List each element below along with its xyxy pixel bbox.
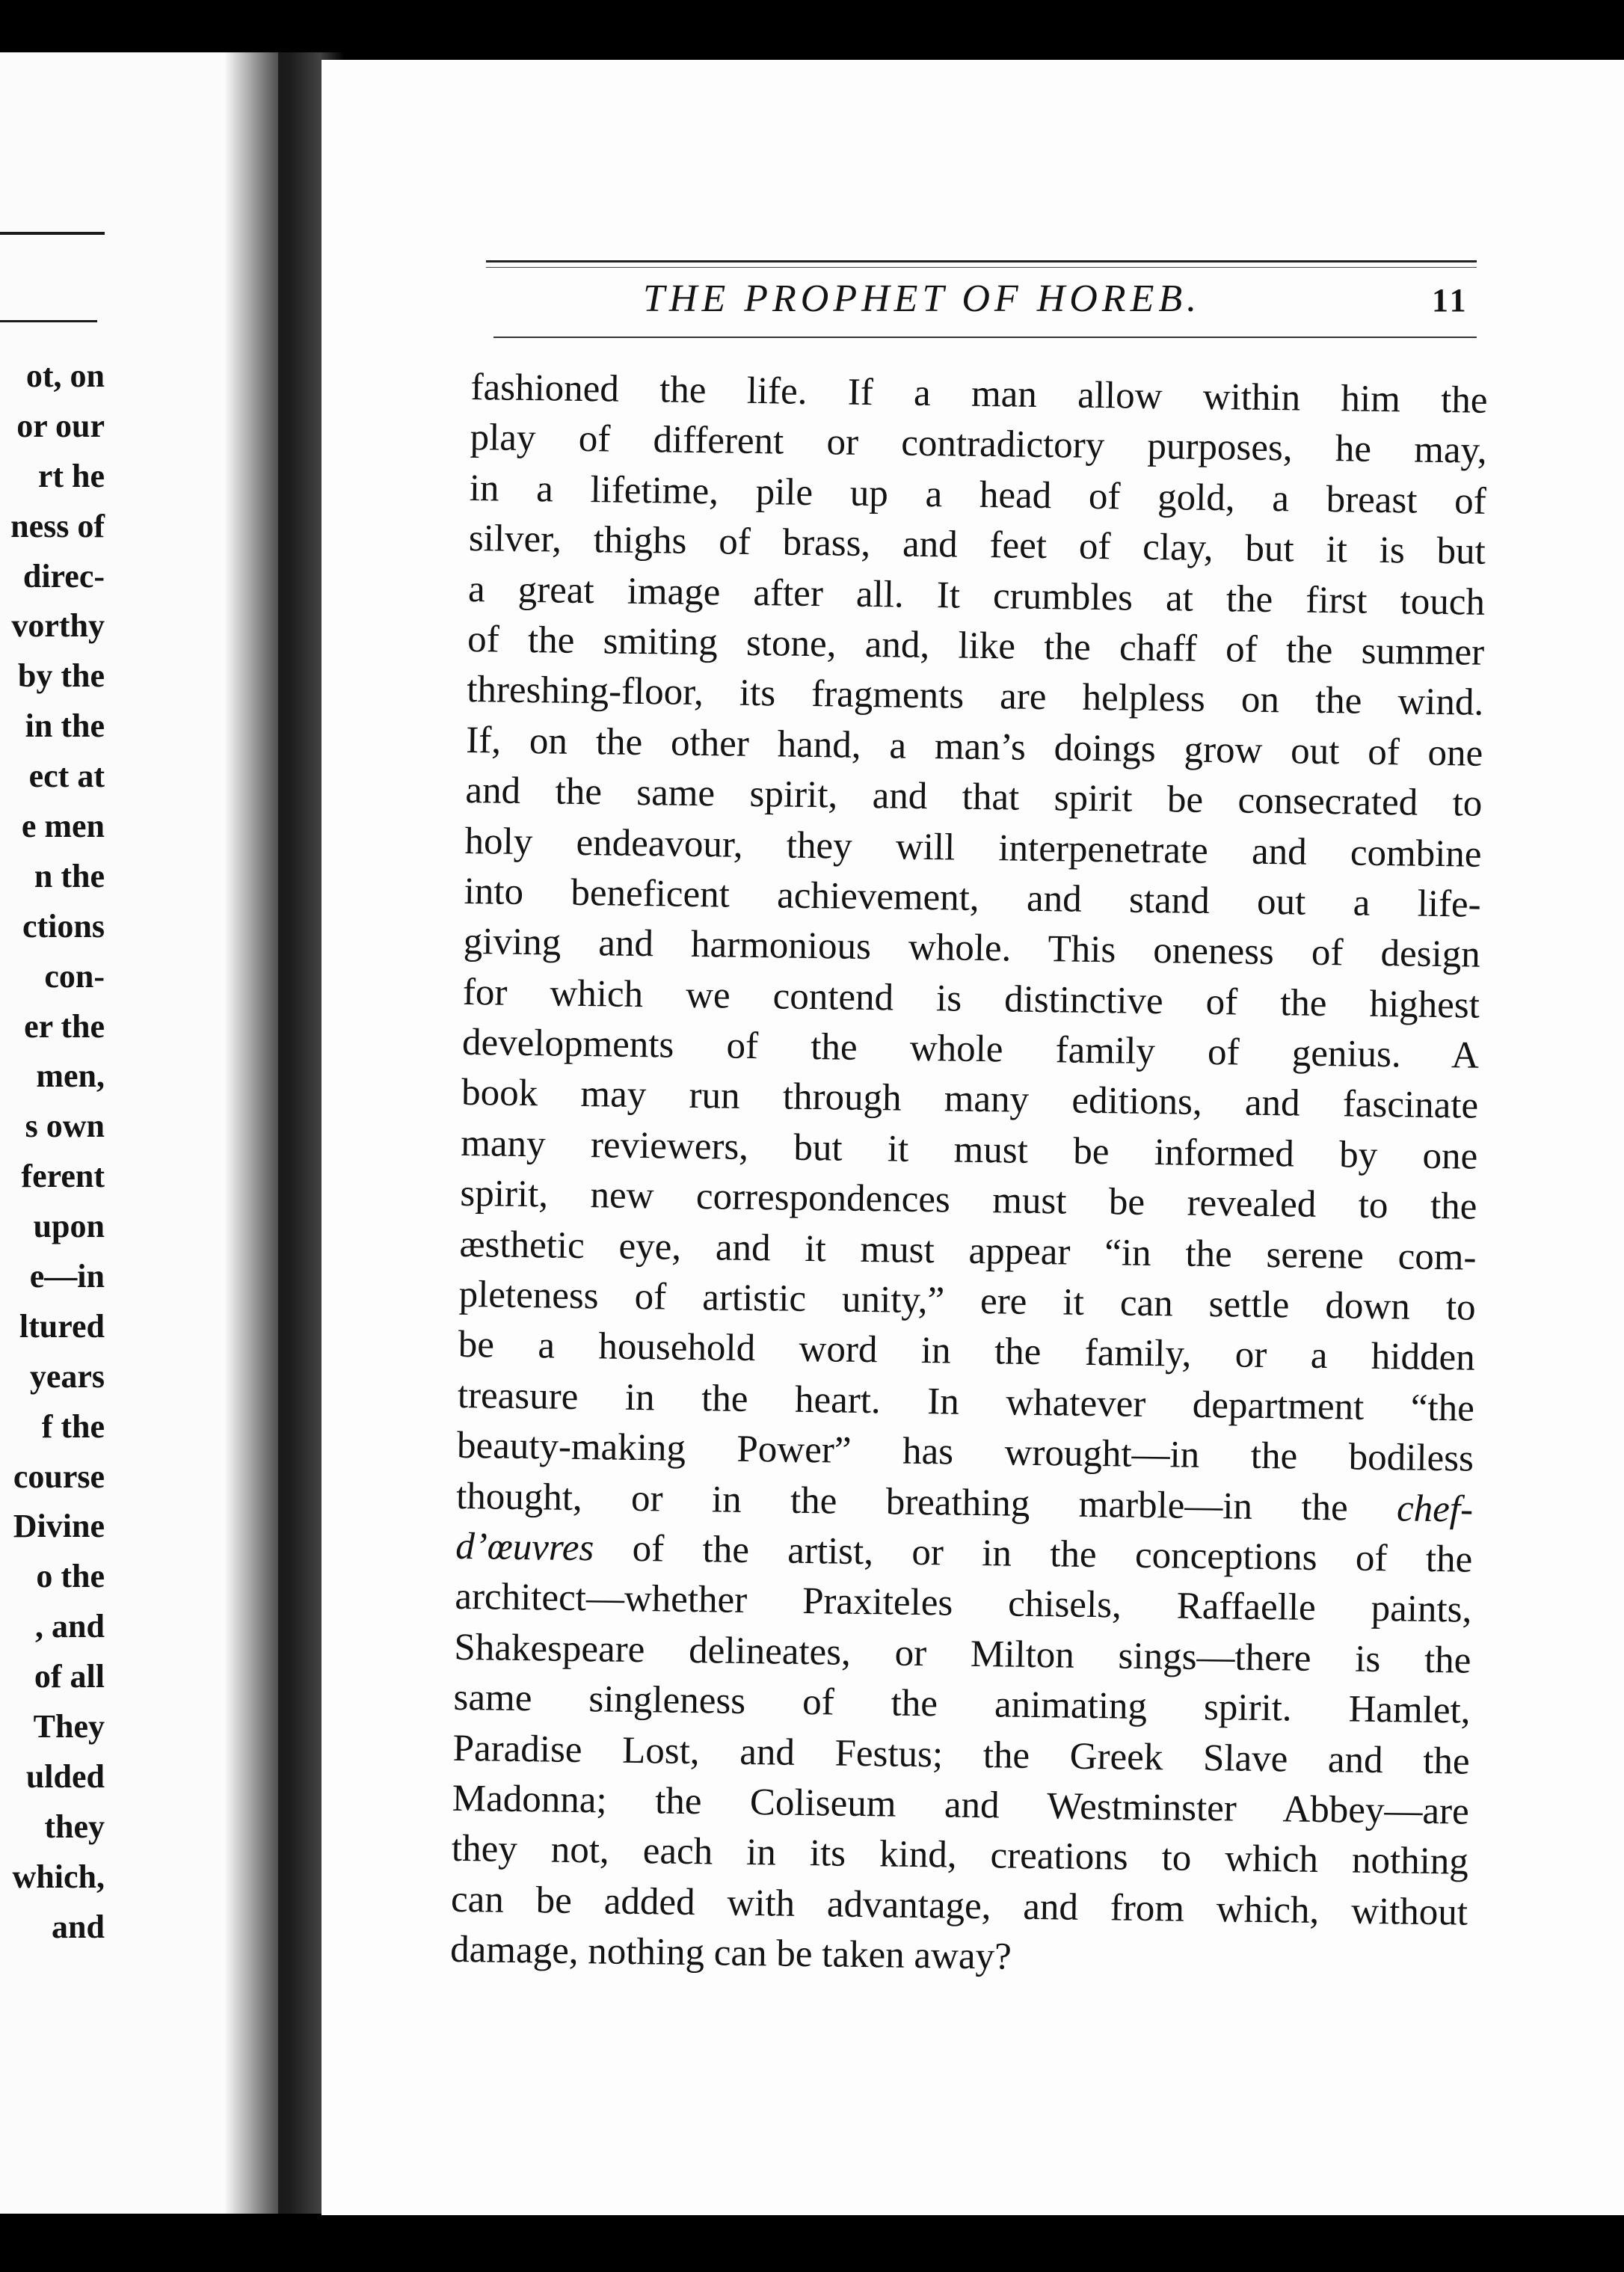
body-line: holy endeavour, they will interpenetrate and combine <box>464 820 1482 876</box>
left-page-line-fragment: which, <box>12 1858 105 1895</box>
left-page-line-fragment: e men <box>21 808 105 845</box>
body-line: treasure in the heart. In whatever department “the <box>457 1374 1475 1430</box>
left-page-line-fragment: ot, on <box>25 357 105 394</box>
body-line: Shakespeare delineates, or Milton sings—there is the <box>454 1626 1471 1682</box>
body-line: silver, thighs of brass, and feet of clay, but it is but <box>468 518 1486 573</box>
left-page-line-fragment: They <box>33 1708 105 1746</box>
body-line: for which we contend is distinctive of the highest <box>462 971 1480 1027</box>
left-page-line-fragment: , and <box>35 1608 105 1645</box>
page-number: 11 <box>1432 282 1469 319</box>
body-line: spirit, new correspondences must be revealed to the <box>460 1173 1477 1228</box>
body-line: pleteness of artistic unity,” ere it can settle down to <box>458 1273 1476 1329</box>
body-line: æsthetic eye, and it must appear “in the serene com- <box>459 1223 1477 1279</box>
body-line: same singleness of the animating spirit. Hamlet, <box>453 1677 1471 1732</box>
body-line: into beneficent achievement, and stand out a life- <box>464 870 1481 926</box>
body-line: fashioned the life. If a man allow within him the <box>470 366 1488 422</box>
body-line: Madonna; the Coliseum and Westminster Abbey—are <box>452 1777 1470 1833</box>
body-text <box>450 363 1488 1989</box>
body-line: giving and harmonious whole. This oneness of design <box>463 921 1481 977</box>
left-page-line-fragment: or our <box>16 407 105 444</box>
italic-chef: chef- <box>1396 1487 1474 1531</box>
left-page-line-fragment: ness of <box>10 507 105 544</box>
header-rule-top-thin <box>486 267 1477 268</box>
body-line: play of different or contradictory purposes, he may, <box>470 417 1487 473</box>
italic-oeuvres: d’œuvres <box>455 1525 594 1570</box>
body-line-text: thought, or in the breathing marble—in the <box>455 1475 1349 1529</box>
body-line: in a lifetime, pile up a head of gold, a breast of <box>469 467 1487 523</box>
left-page-line-fragment: Divine <box>13 1508 105 1545</box>
body-line: a great image after all. It crumbles at the first touch <box>467 568 1486 624</box>
left-page-line-fragment: years <box>29 1357 105 1395</box>
left-page-header-rule-lower <box>0 320 97 322</box>
left-page-line-fragment: direc- <box>22 557 105 595</box>
body-line: threshing-floor, its fragments are helpless on the wind. <box>466 669 1484 725</box>
body-line: many reviewers, but it must be informed by one <box>460 1122 1478 1178</box>
body-line: developments of the whole family of genius. A <box>461 1022 1480 1077</box>
left-page-line-fragment: con- <box>44 957 105 995</box>
body-line: can be added with advantage, and from which, without <box>450 1878 1468 1934</box>
left-page-line-fragment: men, <box>36 1057 105 1095</box>
body-line: be a household word in the family, or a hidden <box>458 1324 1476 1380</box>
left-page-line-fragment: ferent <box>21 1158 105 1195</box>
body-line: architect—whether Praxiteles chisels, Raffaelle paints, <box>455 1576 1472 1632</box>
left-page-line-fragment: and <box>52 1908 105 1945</box>
left-page-line-fragment: n the <box>34 857 105 894</box>
body-line: book may run through many editions, and fascinate <box>461 1072 1479 1128</box>
body-line: If, on the other hand, a man’s doings grow out of one <box>466 719 1483 775</box>
left-page-line-fragment: vorthy <box>11 607 105 645</box>
left-page-line-fragment: ect at <box>28 758 105 795</box>
body-line: beauty-making Power” has wrought—in the bodiless <box>456 1425 1474 1480</box>
right-page <box>322 60 1624 2215</box>
running-head: THE PROPHET OF HOREB. <box>643 277 1202 320</box>
body-line: damage, nothing can be taken away? <box>449 1928 1012 1978</box>
left-page-text-fragments <box>0 351 105 1953</box>
left-page-line-fragment: course <box>13 1458 105 1495</box>
left-page-line-fragment: they <box>44 1808 105 1845</box>
left-page-line-fragment: ltured <box>19 1307 105 1345</box>
left-page-line-fragment: s own <box>25 1108 105 1145</box>
left-page-header-rule <box>0 232 105 235</box>
left-page-line-fragment: er the <box>24 1007 105 1045</box>
body-line: and the same spirit, and that spirit be consecrated to <box>465 770 1483 825</box>
left-page-line-fragment: ulded <box>25 1757 105 1795</box>
header-rule-top <box>486 260 1477 262</box>
left-page-line-fragment: rt he <box>37 457 105 494</box>
left-page-line-fragment: o the <box>36 1558 105 1595</box>
body-line: they not, each in its kind, creations to which nothing <box>451 1828 1469 1883</box>
left-page-line-fragment: in the <box>25 707 105 745</box>
left-page-line-fragment: upon <box>33 1208 105 1245</box>
left-page-line-fragment: ctions <box>22 907 105 945</box>
header-rule-bottom <box>493 337 1477 338</box>
body-line: Paradise Lost, and Festus; the Greek Slave and the <box>452 1727 1471 1783</box>
left-page-line-fragment: by the <box>17 657 105 695</box>
body-line: of the smiting stone, and, like the chaff of the summer <box>467 618 1485 674</box>
left-page-line-fragment: f the <box>41 1407 105 1445</box>
left-page-line-fragment: e—in <box>29 1258 105 1295</box>
body-line-text: of the artist, or in the conceptions of the <box>632 1527 1473 1581</box>
left-page-line-fragment: of all <box>34 1658 105 1695</box>
